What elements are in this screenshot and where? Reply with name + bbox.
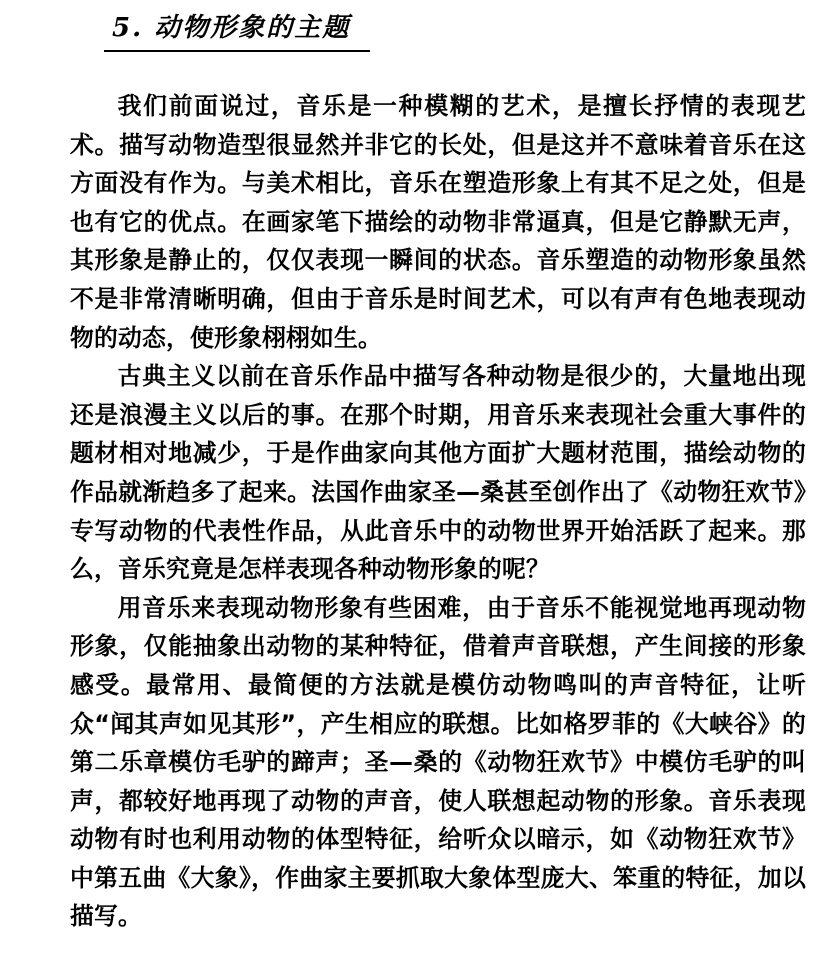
paragraph-1: 我们前面说过，音乐是一种模糊的艺术，是擅长抒情的表现艺术。描写动物造型很显然并非它的长处，但是这并不意味着音乐在这方面没有作为。与美术相比，音乐在塑造形象上有其不足之处，但是也有它的优点。在画家笔下描绘的动物非常逼真，但是它静默无声，其形象是静止的，仅仅表现一瞬间的状态。音乐塑造的动物形象虽然不是非常清晰明确，但由于音乐是时间艺术，可以有声有色地表现动物的动态，使形象栩栩如生。	[70, 92, 806, 352]
section-title: 5. 动物形象的主题	[112, 13, 351, 43]
body-text	[70, 87, 806, 936]
paragraph-3: 用音乐来表现动物形象有些困难，由于音乐不能视觉地再现动物形象，仅能抽象出动物的某种特征，借着声音联想，产生间接的形象感受。最常用、最简便的方法就是模仿动物鸣叫的声音特征，让听众“闻其声如见其形”，产生相应的联想。比如格罗菲的《大峡谷》的第二乐章模仿毛驴的蹄声；圣—桑的《动物狂欢节》中模仿毛驴的叫声，都较好地再现了动物的声音，使人联想起动物的形象。音乐表现动物有时也利用动物的体型特征，给听众以暗示，如《动物狂欢节》中第五曲《大象》，作曲家主要抓取大象体型庞大、笨重的特征，加以描写。	[70, 593, 806, 931]
title-underline	[104, 50, 370, 52]
paragraph-2: 古典主义以前在音乐作品中描写各种动物是很少的，大量地出现还是浪漫主义以后的事。在那个时期，用音乐来表现社会重大事件的题材相对地减少，于是作曲家向其他方面扩大题材范围，描绘动物的作品就渐趋多了起来。法国作曲家圣—桑甚至创作出了《动物狂欢节》专写动物的代表性作品，从此音乐中的动物世界开始活跃了起来。那么，音乐究竟是怎样表现各种动物形象的呢？	[70, 362, 806, 584]
